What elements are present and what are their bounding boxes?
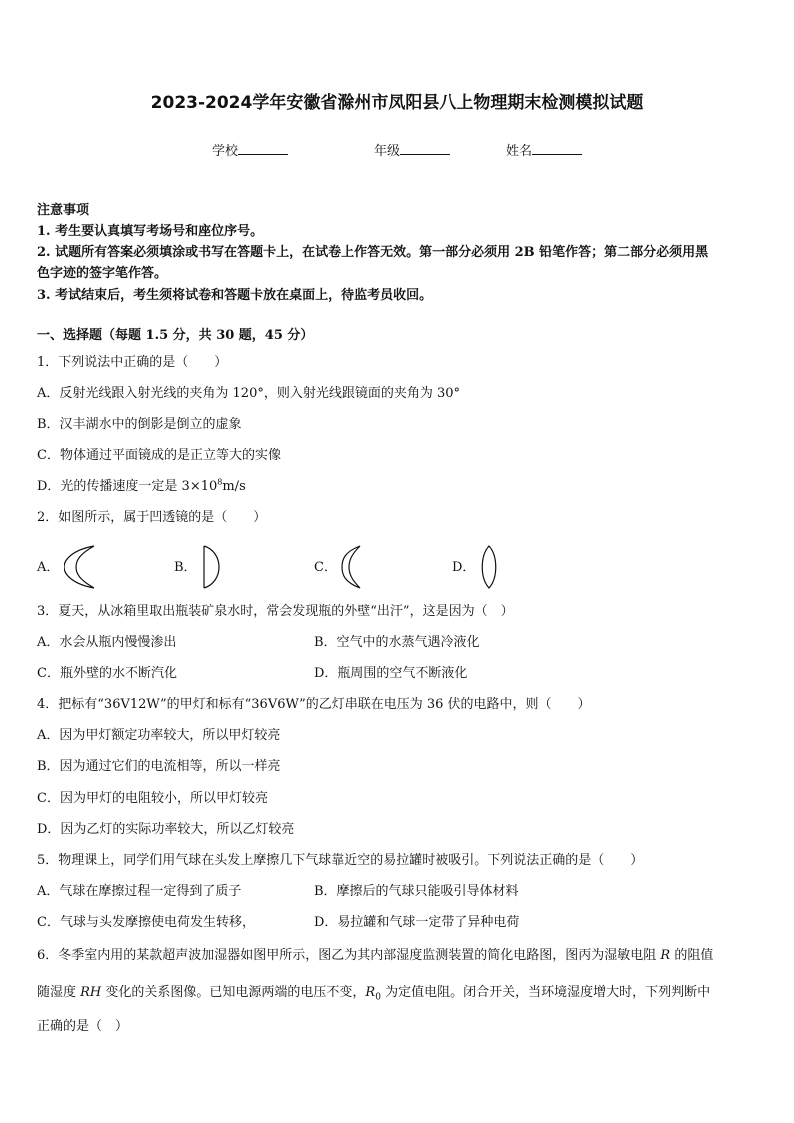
notes-heading: 注意事项 <box>37 203 90 218</box>
q6-stem-line3: 正确的是（ ） <box>37 1019 129 1034</box>
note-item: 1. 考生要认真填写考场号和座位序号。 <box>37 224 264 239</box>
q1-d-prefix: D．光的传播速度一定是 3×10 <box>37 479 218 494</box>
q5-option-a: A．气球在摩擦过程一定得到了质子 <box>37 884 242 899</box>
q3-option-a: A．水会从瓶内慢慢渗出 <box>37 635 177 650</box>
q4-stem: 4．把标有“36V12W”的甲灯和标有“36V6W”的乙灯串联在电压为 36 伏的电路中，则（ ） <box>37 697 591 712</box>
school-field <box>212 140 288 159</box>
q3-option-d: D．瓶周围的空气不断液化 <box>314 666 468 681</box>
q6-stem-line1 <box>37 947 713 965</box>
q4-option-c: C．因为甲灯的电阻较小，所以甲灯较亮 <box>37 791 268 806</box>
q6-text: 为定值电阻。闭合开关，当环境湿度增大时，下列判断中 <box>380 985 711 1000</box>
q2-label-b: B． <box>174 560 197 575</box>
q6-text: 的阻值 <box>670 948 714 963</box>
school-label: 学校 <box>212 144 239 159</box>
concave-meniscus-lens-c-icon <box>340 544 364 590</box>
q6-text: 随湿度 <box>37 985 81 1000</box>
q2-label-a: A． <box>37 560 60 575</box>
grade-label: 年级 <box>374 144 401 159</box>
concave-meniscus-lens-a-icon <box>64 544 98 590</box>
q5-option-c: C．气球与头发摩擦使电荷发生转移， <box>37 915 255 930</box>
note-item: 3. 考试结束后，考生须将试卷和答题卡放在桌面上，待监考员收回。 <box>37 288 433 303</box>
q2-stem: 2．如图所示，属于凹透镜的是（ ） <box>37 510 267 525</box>
q5-stem: 5．物理课上，同学们用气球在头发上摩擦几下气球靠近空的易拉罐时被吸引。下列说法正确的是（ ） <box>37 853 644 868</box>
q6-text: 6．冬季室内用的某款超声波加湿器如图甲所示，图乙为其内部湿度监测装置的简化电路图，图丙为湿敏电阻 <box>37 948 661 963</box>
q5-option-b: B．摩擦后的气球只能吸引导体材料 <box>314 884 519 899</box>
q1-option-d <box>37 478 246 496</box>
q6-symbol-r: R <box>660 948 671 963</box>
q4-option-d: D．因为乙灯的实际功率较大，所以乙灯较亮 <box>37 822 295 837</box>
q1-d-suffix: m/s <box>222 479 246 494</box>
q1-stem: 1．下列说法中正确的是（ ） <box>37 355 228 370</box>
biconvex-lens-icon <box>480 544 498 590</box>
q1-option-b: B．汉丰湖水中的倒影是倒立的虚象 <box>37 417 242 432</box>
name-blank[interactable] <box>532 142 582 155</box>
q2-label-d: D． <box>452 560 476 575</box>
q1-option-c: C．物体通过平面镜成的是正立等大的实像 <box>37 448 281 463</box>
q6-text: 变化的关系图像。已知电源两端的电压不变， <box>101 985 366 1000</box>
school-blank[interactable] <box>238 142 288 155</box>
grade-blank[interactable] <box>400 142 450 155</box>
name-field <box>506 140 582 159</box>
q6-stem-line2 <box>37 984 710 1002</box>
plano-convex-lens-icon <box>202 544 226 590</box>
q3-option-b: B．空气中的水蒸气遇冷液化 <box>314 635 480 650</box>
note-item: 2. 试题所有答案必须填涂或书写在答题卡上，在试卷上作答无效。第一部分必须用 2B 铅笔作答；第二部分必须用黑 <box>37 245 709 260</box>
q3-stem: 3．夏天，从冰箱里取出瓶装矿泉水时，常会发现瓶的外壁“出汗”，这是因为（ ） <box>37 604 514 619</box>
q4-option-a: A．因为甲灯额定功率较大，所以甲灯较亮 <box>37 728 281 743</box>
name-label: 姓名 <box>506 144 533 159</box>
section-heading: 一、选择题（每题 1.5 分，共 30 题，45 分） <box>37 328 314 343</box>
q6-symbol-r0-subscript: 0 <box>375 992 381 1003</box>
q1-option-a: A．反射光线跟入射光线的夹角为 120°，则入射光线跟镜面的夹角为 30° <box>37 386 461 401</box>
q6-symbol-rh: RH <box>80 985 102 1000</box>
page-title: 2023-2024学年安徽省滁州市凤阳县八上物理期末检测模拟试题 <box>150 93 644 113</box>
q2-label-c: C． <box>314 560 337 575</box>
q1-d-exponent: 8 <box>217 477 223 487</box>
q2-lens-options <box>0 540 794 590</box>
q3-option-c: C．瓶外壁的水不断汽化 <box>37 666 177 681</box>
q4-option-b: B．因为通过它们的电流相等，所以一样亮 <box>37 759 281 774</box>
q5-option-d: D．易拉罐和气球一定带了异种电荷 <box>314 915 520 930</box>
grade-field <box>374 140 450 159</box>
note-item: 色字迹的签字笔作答。 <box>37 266 168 281</box>
q6-symbol-r0: R <box>365 985 376 1000</box>
